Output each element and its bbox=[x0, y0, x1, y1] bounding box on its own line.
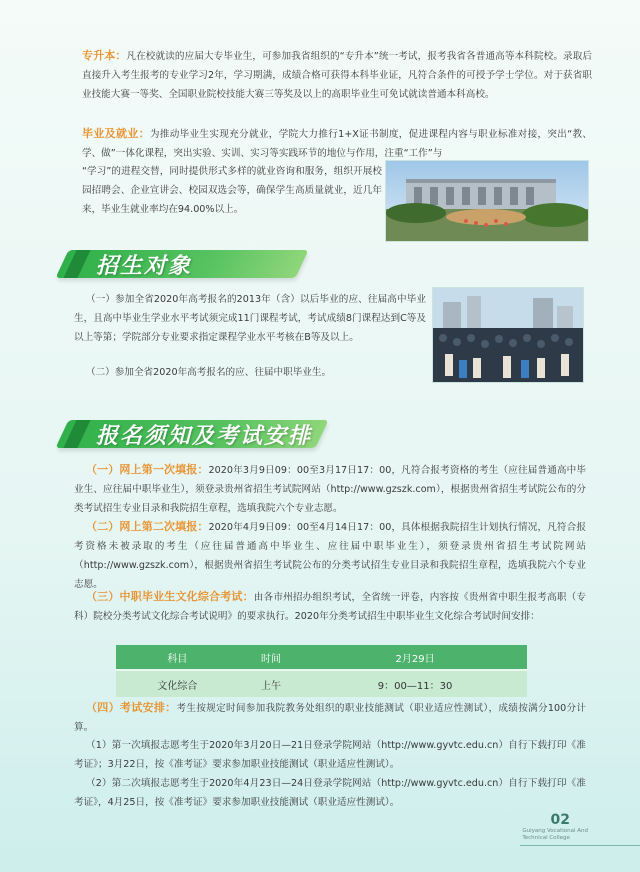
upgrade-label: 专升本： bbox=[82, 49, 127, 62]
registration-step-1-label: （一）网上第一次填报： bbox=[86, 463, 209, 476]
exam-note-1: （1）第一次填报志愿考生于2020年3月20日—21日登录学院网站（http://www.gyvtc.edu.cn）自行下载打印《准考证》；3月22日，按《准考证》要求参加职业技能测试（职业适应性测试）。 bbox=[74, 740, 586, 770]
college-name-footer: Guiyang Vocational And Technical College bbox=[522, 828, 588, 841]
table-row bbox=[116, 670, 527, 697]
table-cell-subject: 文化综合 bbox=[116, 670, 239, 697]
section-title-registration-exam: 报名须知及考试安排 bbox=[96, 423, 313, 449]
registration-step-4-label: （四）考试安排： bbox=[86, 701, 177, 714]
employment-text-1: 为推动毕业生实现充分就业，学院大力推行1+X证书制度，促进课程内容与职业标准对接，突出“教、学、做”一体化课程，突出实验、实训、实习等实践环节的地位与作用，注重“工作”与 bbox=[82, 129, 593, 159]
registration-step-3-label: （三）中职毕业生文化综合考试： bbox=[86, 590, 254, 603]
table-header-subject: 科目 bbox=[116, 645, 239, 670]
table-header-row bbox=[116, 645, 527, 670]
upgrade-paragraph bbox=[82, 46, 592, 104]
employment-label: 毕业及就业： bbox=[82, 127, 150, 140]
exam-note-2: （2）第二次填报志愿考生于2020年4月23日—24日登录学院网站（http://www.gyvtc.edu.cn）自行下载打印《准考证》，4月25日，按《准考证》要求参加职业技能测试（职业适应性测试）。 bbox=[74, 778, 586, 808]
admission-item-1: （一）参加全省2020年高考报名的2013年（含）以后毕业的应、往届高中毕业生，且高中毕业生学业水平考试须完成11门课程考试，考试成绩8门课程达到C等及以上等第；学院部分专业要求指定课程学业水平考核在B等及以上。 bbox=[74, 294, 426, 343]
registration-step-2: （二）网上第二次填报：2020年4月9日09：00至4月14日17：00，具体根据我院招生计划执行情况，凡符合报考资格未被录取的考生（应往届普通高中毕业生、应往届中职毕业生），须登录贵州省招生考试院网站（http://www.gzszk.com），根据贵州省招生考试院公布的分类考试招生专业目录和我院招生章程，选填我院六个专业志愿。 bbox=[74, 520, 586, 590]
table-header-date: 2月29日 bbox=[303, 645, 527, 670]
campus-photo bbox=[385, 160, 589, 242]
section-banner-registration-exam bbox=[62, 414, 322, 454]
footer-divider bbox=[520, 845, 640, 846]
table-cell-hours: 9：00—11：30 bbox=[303, 670, 527, 697]
crowd-photo bbox=[432, 287, 584, 383]
section-title-admission-targets: 招生对象 bbox=[96, 253, 193, 279]
employment-paragraph-1 bbox=[82, 124, 592, 163]
employment-paragraph-2 bbox=[82, 162, 382, 219]
employment-text-2: “学习”的进程交替，同时提供形式多样的就业咨询和服务，组织开展校园招聘会、企业宣讲会、校园双选会等，确保学生高质量就业，近几年来，毕业生就业率均在94.00%以上。 bbox=[82, 166, 382, 215]
registration-step-1: （一）网上第一次填报：2020年3月9日09：00至3月17日17：00，凡符合报考资格的考生（应往届普通高中毕业生、应往届中职毕业生），须登录贵州省招生考试院网站（http://www.gzszk.com），根据贵州省招生考试院公布的分类考试招生专业目录和我院招生章程，选填我院六个专业志愿。 bbox=[74, 463, 586, 514]
page-number: 02 bbox=[550, 812, 570, 828]
registration-step-3: （三）中职毕业生文化综合考试：由各市州招办组织考试，全省统一评卷，内容按《贵州省中职生报考高职（专科）院校分类考试文化综合考试说明》的要求执行。2020年分类考试招生中职毕业生文化综合考试时间安排： bbox=[74, 590, 587, 622]
registration-step-4: （四）考试安排：考生按规定时间参加我院教务处组织的职业技能测试（职业适应性测试），成绩按满分100分计算。 bbox=[74, 701, 587, 733]
table-cell-time: 上午 bbox=[239, 670, 303, 697]
registration-step-2-label: （二）网上第二次填报： bbox=[86, 520, 209, 533]
admission-item-2: （二）参加全省2020年高考报名的应、往届中职毕业生。 bbox=[86, 367, 332, 378]
table-header-time: 时间 bbox=[239, 645, 303, 670]
section-banner-admission-targets bbox=[62, 244, 302, 284]
upgrade-text: 凡在校就读的应届大专毕业生，可参加我省组织的“专升本”统一考试，报考我省各普通高等本科院校。录取后直接升入考生报考的专业学习2年，学习期满，成绩合格可获得本科毕业证，凡符合条件的可授予学士学位。对于获省职业技能大赛一等奖、全国职业院校技能大赛三等奖及以上的高职毕业生可免试就读普通本科高校。 bbox=[82, 51, 592, 100]
exam-schedule-table bbox=[116, 645, 527, 697]
